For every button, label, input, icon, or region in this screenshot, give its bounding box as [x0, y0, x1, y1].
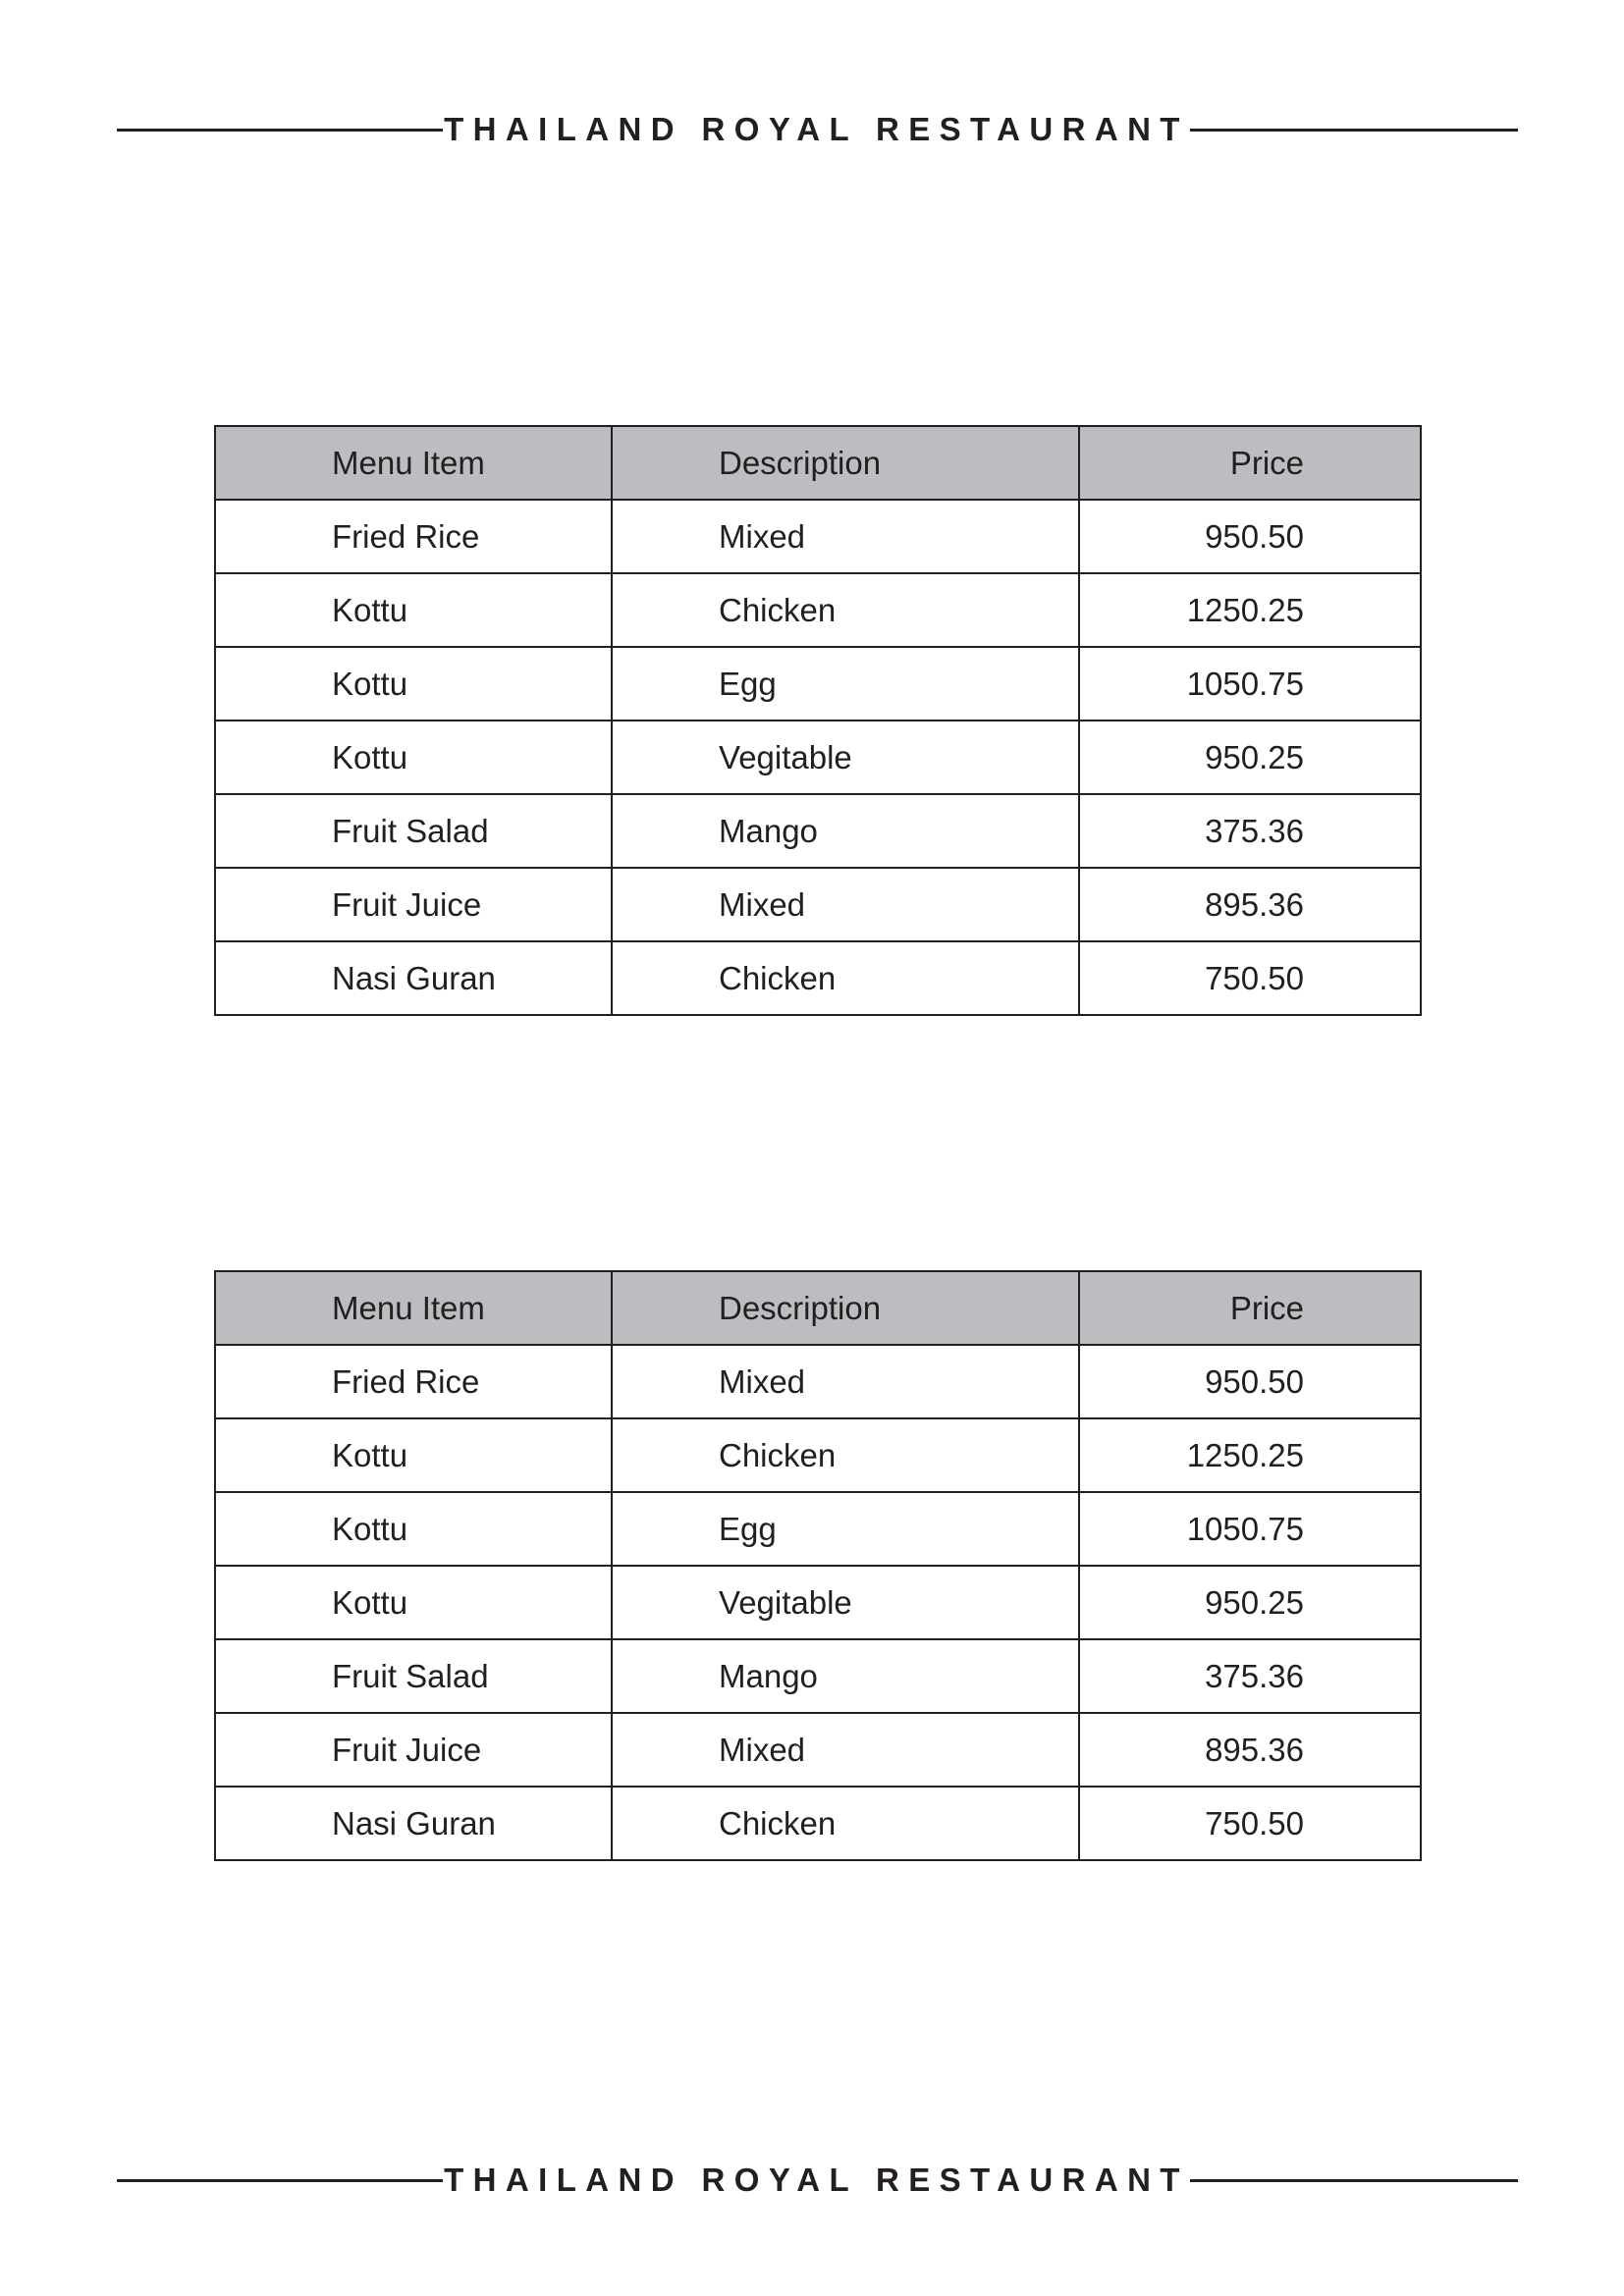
description-cell: Egg [612, 1492, 1079, 1566]
footer-banner [0, 2151, 1624, 2210]
table-row [215, 721, 1421, 794]
header-row [215, 426, 1421, 500]
table-row [215, 647, 1421, 721]
price-cell: 1050.75 [1079, 647, 1421, 721]
price-cell: 895.36 [1079, 1713, 1421, 1787]
description-cell: Chicken [612, 941, 1079, 1015]
table-row [215, 1639, 1421, 1713]
table-row [215, 1787, 1421, 1860]
menu-item-cell: Nasi Guran [215, 941, 612, 1015]
description-cell: Mango [612, 1639, 1079, 1713]
description-cell: Mixed [612, 1345, 1079, 1418]
table-row [215, 500, 1421, 573]
table-row [215, 868, 1421, 941]
footer-rule-right [1190, 2179, 1518, 2182]
header-banner [0, 100, 1624, 159]
price-cell: 950.50 [1079, 1345, 1421, 1418]
description-cell: Mixed [612, 1713, 1079, 1787]
menu-item-cell: Kottu [215, 573, 612, 647]
description-cell: Mixed [612, 868, 1079, 941]
description-cell: Egg [612, 647, 1079, 721]
table-body [215, 500, 1421, 1015]
price-cell: 1250.25 [1079, 1418, 1421, 1492]
restaurant-name-footer: THAILAND ROYAL RESTAURANT [444, 2162, 1189, 2198]
header-row [215, 1271, 1421, 1345]
description-cell: Chicken [612, 1787, 1079, 1860]
header-rule-left [117, 129, 443, 132]
table-row [215, 941, 1421, 1015]
menu-item-cell: Fried Rice [215, 1345, 612, 1418]
price-cell: 1050.75 [1079, 1492, 1421, 1566]
table-row [215, 794, 1421, 868]
restaurant-name-header: THAILAND ROYAL RESTAURANT [444, 111, 1189, 147]
description-cell: Vegitable [612, 1566, 1079, 1639]
price-cell: 375.36 [1079, 794, 1421, 868]
price-cell: 750.50 [1079, 1787, 1421, 1860]
menu-item-cell: Nasi Guran [215, 1787, 612, 1860]
table-row [215, 573, 1421, 647]
description-cell: Mixed [612, 500, 1079, 573]
menu-item-cell: Fried Rice [215, 500, 612, 573]
table-header [215, 1271, 1421, 1345]
menu-item-cell: Kottu [215, 1418, 612, 1492]
price-cell: 950.50 [1079, 500, 1421, 573]
price-cell: 375.36 [1079, 1639, 1421, 1713]
table-row [215, 1492, 1421, 1566]
column-header-price: Price [1079, 1271, 1421, 1345]
description-cell: Chicken [612, 573, 1079, 647]
table-header [215, 426, 1421, 500]
menu-item-cell: Fruit Salad [215, 1639, 612, 1713]
column-header-menu-item: Menu Item [215, 1271, 612, 1345]
table-row [215, 1345, 1421, 1418]
price-cell: 750.50 [1079, 941, 1421, 1015]
price-cell: 950.25 [1079, 1566, 1421, 1639]
menu-item-cell: Kottu [215, 1566, 612, 1639]
description-cell: Vegitable [612, 721, 1079, 794]
menu-table-1 [214, 425, 1422, 1016]
menu-item-cell: Kottu [215, 721, 612, 794]
menu-item-cell: Fruit Salad [215, 794, 612, 868]
menu-table-2 [214, 1270, 1422, 1861]
column-header-description: Description [612, 1271, 1079, 1345]
menu-item-cell: Fruit Juice [215, 1713, 612, 1787]
description-cell: Chicken [612, 1418, 1079, 1492]
menu-item-cell: Kottu [215, 1492, 612, 1566]
header-rule-right [1190, 129, 1518, 132]
menu-item-cell: Fruit Juice [215, 868, 612, 941]
column-header-price: Price [1079, 426, 1421, 500]
price-cell: 895.36 [1079, 868, 1421, 941]
table-row [215, 1418, 1421, 1492]
table-body [215, 1345, 1421, 1860]
menu-item-cell: Kottu [215, 647, 612, 721]
description-cell: Mango [612, 794, 1079, 868]
price-cell: 950.25 [1079, 721, 1421, 794]
footer-rule-left [117, 2179, 443, 2182]
column-header-description: Description [612, 426, 1079, 500]
price-cell: 1250.25 [1079, 573, 1421, 647]
table-row [215, 1566, 1421, 1639]
table-row [215, 1713, 1421, 1787]
column-header-menu-item: Menu Item [215, 426, 612, 500]
